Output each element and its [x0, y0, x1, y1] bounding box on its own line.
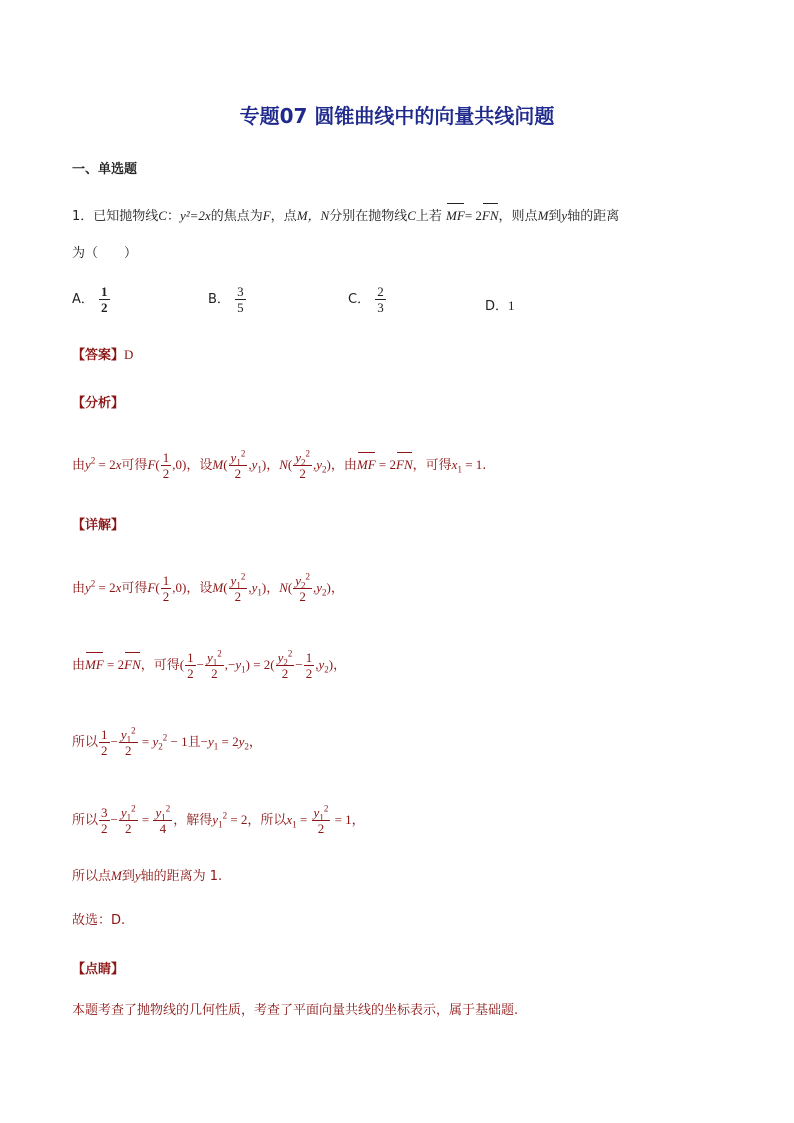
analysis-text: 由$y^2 = 2x$可得F( $\frac{1}{2}$ ,0)，设M( $\frac{y_1^2}{2}$ $,y_1$)，N( $\frac{y_2^2}{2}$ $,y_2$)，由MF = 2FN，可得$x_1 = 1$.: [72, 448, 487, 481]
detail-line-4: 所以 $\frac{3}{2}$ − $\frac{y_1^2}{2}$ = $\frac{y_1^2}{4}$ ，解得$y_1^2 = 2$，所以$x_1$ = $\frac{y_1^2}{2}$ = 1，: [72, 803, 365, 836]
comment-text: 本题考查了抛物线的几何性质，考查了平面向量共线的坐标表示，属于基础题.: [72, 1003, 519, 1018]
detail-line-2: 由MF = 2FN，可得( $\frac{1}{2}$ − $\frac{y_1^2}{2}$ $,-y_1) = 2$( $\frac{y_2^2}{2}$ − $\frac{1}{2}$ $,y_2$)，: [72, 648, 347, 681]
detail-line-6: 故选：D.: [72, 913, 126, 928]
analysis-label: 【分析】: [72, 396, 125, 411]
option-b-fraction: $\frac{3}{5}$: [237, 284, 244, 315]
answer-value: D: [124, 347, 134, 362]
detail-line-5: 所以点M到y轴的距离为 1.: [72, 868, 223, 884]
question-stem: 1．已知抛物线C：y²=2x的焦点为F，点M，N分别在抛物线C上若 MF= 2FN，则点M到y轴的距离: [72, 208, 620, 224]
option-a-fraction: $\frac{1}{2}$: [101, 284, 108, 315]
page-title: 专题07 圆锥曲线中的向量共线问题: [239, 104, 555, 128]
vector-fn: FN: [482, 206, 499, 226]
option-c[interactable]: C． $\frac{2}{3}$: [348, 284, 384, 315]
option-b[interactable]: B． $\frac{3}{5}$: [208, 284, 244, 315]
question-stem-line2: 为（ ）: [72, 246, 138, 261]
question-number: 1．: [72, 209, 94, 224]
option-c-fraction: $\frac{2}{3}$: [377, 284, 384, 315]
section-heading: 一、单选题: [72, 162, 138, 177]
vector-mf: MF: [446, 206, 465, 226]
option-d[interactable]: D．1: [485, 298, 515, 314]
answer-label: 【答案】: [72, 348, 125, 363]
detail-line-3: 所以 $\frac{1}{2}$ − $\frac{y_1^2}{2}$ = $y_2^2 - 1$且$-y_1 = 2y_2$，: [72, 725, 262, 758]
answer-line: [72, 345, 133, 366]
detail-label: 【详解】: [72, 518, 125, 533]
detail-line-1: 由$y^2 = 2x$可得F( $\frac{1}{2}$ ,0)，设M( $\frac{y_1^2}{2}$ $,y_1$)，N( $\frac{y_2^2}{2}$ $,y_2$)，: [72, 571, 344, 604]
comment-label: 【点睛】: [72, 962, 125, 977]
option-a[interactable]: A． $\frac{1}{2}$: [72, 284, 108, 315]
